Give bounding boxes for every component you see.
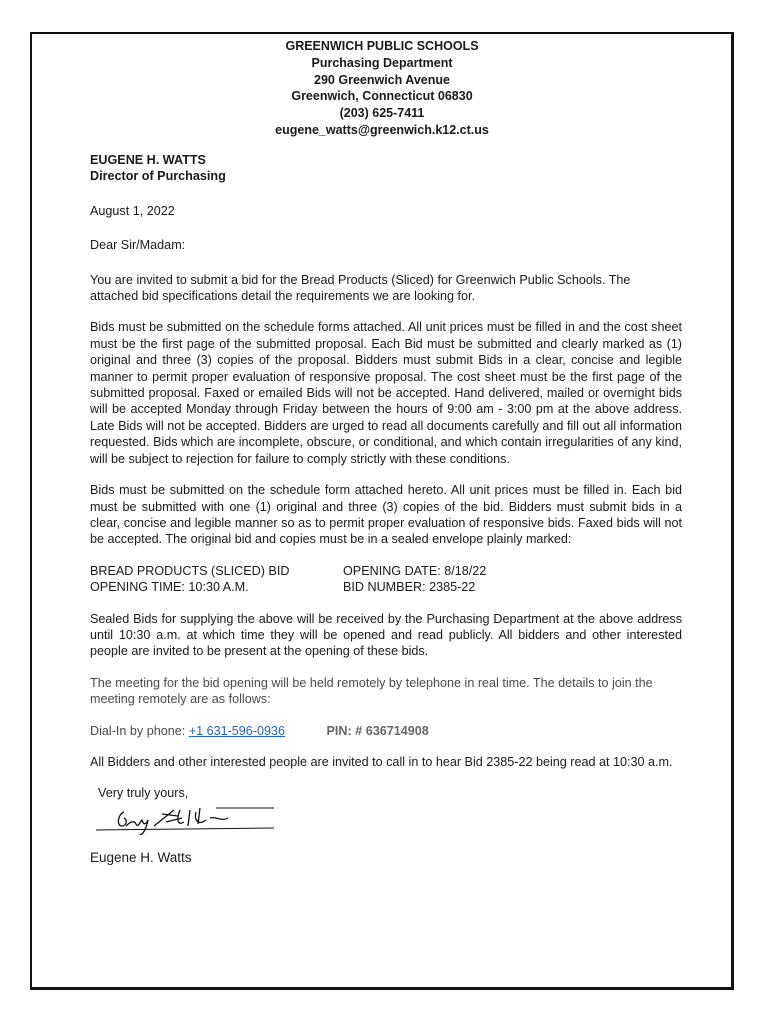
bid-label: BREAD PRODUCTS (SLICED) BID: [90, 563, 290, 578]
dial-in-line: [90, 723, 682, 739]
email-address: eugene_watts@greenwich.k12.ct.us: [275, 122, 489, 137]
closing: Very truly yours,: [98, 786, 189, 801]
paragraph-submission-rules: Bids must be submitted on the schedule forms attached. All unit prices must be filled in and the cost sheet must be the first page of the submitted proposal. Each Bid must be submitted and clearly marked as (1) original and three (3) copies of the proposal. Bidders must submit Bids in a clear, concise and legible manner to permit proper evaluation of responsive proposal. The cost sheet must be the first page of the submitted proposal. Faxed or emailed Bids will not be accepted. Hand delivered, mailed or overnight bids will be accepted Monday through Friday between the hours of 9:00 am - 3:00 pm at the above address. Late Bids will not be accepted. Bidders are urged to read all documents carefully and fill out all information requested. Bids which are incomplete, obscure, or conditional, and which contain irregularities of any kind, will be subject to rejection for failure to comply strictly with these conditions.: [90, 320, 682, 466]
dial-in-label: Dial-In by phone:: [90, 723, 186, 738]
city-address: Greenwich, Connecticut 06830: [291, 89, 473, 104]
street-address: 290 Greenwich Avenue: [314, 72, 450, 87]
paragraph-remote-meeting: The meeting for the bid opening will be held remotely by telephone in real time. The details to join the meeting remotely are as follows:: [90, 675, 653, 707]
paragraph-sealed-bids: Sealed Bids for supplying the above will be received by the Purchasing Department at the above address until 10:30 a.m. at which time they will be opened and read publicly. All bidders and other interested people are invited to be present at the opening of these bids.: [90, 611, 682, 659]
letterhead: [30, 38, 734, 139]
dial-in-pin: PIN: # 636714908: [326, 723, 429, 738]
opening-time: OPENING TIME: 10:30 A.M.: [90, 580, 249, 595]
sender-block: [90, 152, 682, 185]
sender-title: Director of Purchasing: [90, 169, 226, 184]
bid-number: BID NUMBER: 2385-22: [343, 580, 476, 595]
org-name: GREENWICH PUBLIC SCHOOLS: [285, 39, 479, 53]
bid-info-block: [90, 563, 682, 596]
paragraph-call-in: All Bidders and other interested people are invited to call in to hear Bid 2385-22 being read at 10:30 a.m.: [90, 754, 673, 769]
paragraph-schedule-form: Bids must be submitted on the schedule form attached hereto. All unit prices must be filled in. Each bid must be submitted with one (1) original and three (3) copies of the bid. Bidders must submit bids in a clear, concise and legible manner so as to permit proper evaluation of responsive bids. Faxed bids will not be accepted. The original bid and copies must be in a sealed envelope plainly marked:: [90, 483, 682, 547]
paragraph-invitation: You are invited to submit a bid for the Bread Products (Sliced) for Greenwich Public Schools. The attached bid specifications detail the requirements we are looking for.: [90, 272, 631, 304]
salutation: Dear Sir/Madam:: [90, 238, 186, 253]
dial-in-phone-link[interactable]: +1 631-596-0936: [188, 723, 286, 738]
letter-body: [90, 152, 682, 866]
signature-name: Eugene H. Watts: [90, 849, 192, 865]
handwritten-signature: [96, 804, 276, 842]
letter-date: August 1, 2022: [90, 203, 175, 218]
opening-date: OPENING DATE: 8/18/22: [343, 563, 487, 578]
sender-name: EUGENE H. WATTS: [90, 153, 206, 167]
phone-number: (203) 625-7411: [339, 106, 425, 121]
department: Purchasing Department: [311, 55, 453, 70]
